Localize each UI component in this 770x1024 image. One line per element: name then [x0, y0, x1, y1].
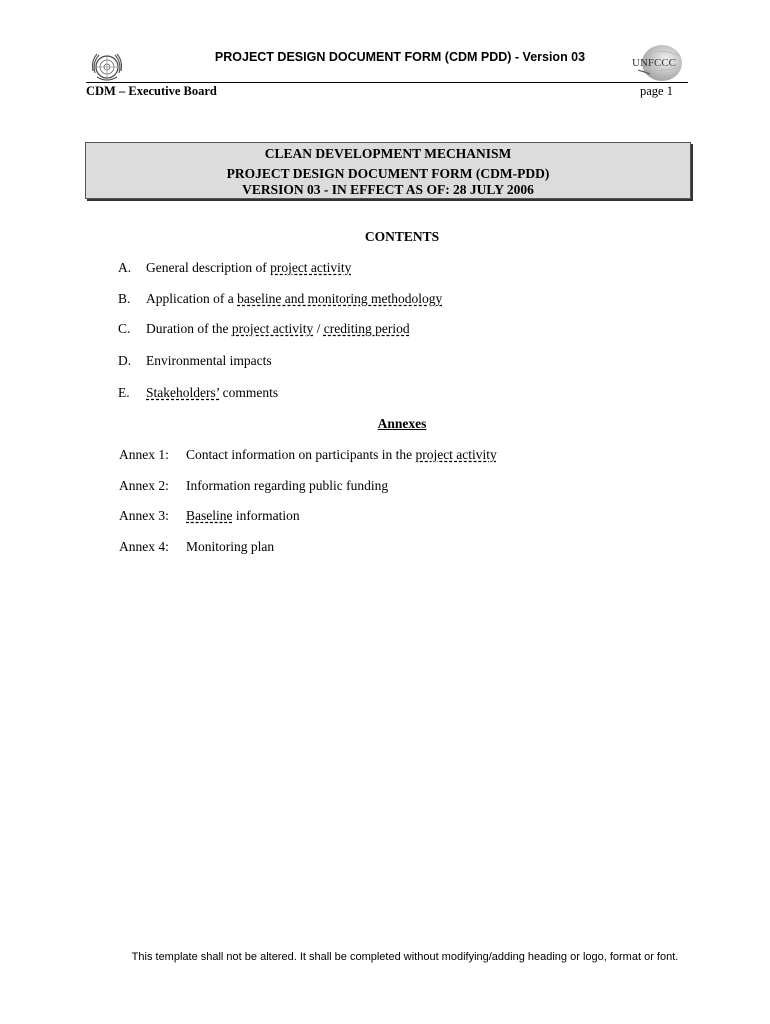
template-footer-note: This template shall not be altered. It shall be completed without modifying/adding heading or logo, format or font. — [131, 951, 679, 963]
executive-board-label: CDM – Executive Board — [86, 84, 217, 98]
title-box — [85, 142, 691, 199]
contents-heading: CONTENTS — [364, 229, 440, 244]
toc-item-d: D. Environmental impacts — [118, 353, 272, 368]
svg-text:UNFCCC: UNFCCC — [632, 57, 677, 69]
toc-link[interactable]: Stakeholders’ — [146, 385, 220, 400]
annex-item-4: Annex 4: Monitoring plan — [119, 539, 275, 554]
annexes-heading: Annexes — [377, 416, 427, 431]
annex-link[interactable]: project activity — [415, 447, 497, 462]
header-divider — [86, 82, 688, 83]
title-line-form: PROJECT DESIGN DOCUMENT FORM (CDM-PDD) — [226, 166, 550, 181]
unfccc-globe-icon — [628, 44, 684, 84]
page-number: page 1 — [640, 84, 673, 98]
toc-item-c: C. Duration of the project activity / crediting period — [118, 321, 410, 336]
title-line-mechanism: CLEAN DEVELOPMENT MECHANISM — [264, 146, 512, 161]
annex-link[interactable]: Baseline — [186, 508, 233, 523]
annex-item-2: Annex 2: Information regarding public funding — [119, 478, 389, 493]
toc-link[interactable]: project activity — [231, 321, 314, 336]
toc-item-e: E. Stakeholders’ comments — [118, 385, 279, 400]
toc-link[interactable]: project activity — [270, 260, 352, 275]
un-emblem-icon — [89, 49, 125, 85]
toc-link[interactable]: baseline and monitoring methodology — [237, 291, 443, 306]
toc-link[interactable]: crediting period — [323, 321, 410, 336]
document-header-title: PROJECT DESIGN DOCUMENT FORM (CDM PDD) - Version 03 — [214, 50, 586, 64]
toc-item-b: B. Application of a baseline and monitoring methodology — [118, 291, 443, 306]
toc-item-a: A. General description of project activity — [118, 260, 352, 275]
annex-item-1: Annex 1: Contact information on participants in the project activity — [119, 447, 497, 462]
annex-item-3: Annex 3: Baseline information — [119, 508, 300, 523]
title-line-version: VERSION 03 - IN EFFECT AS OF: 28 JULY 2006 — [242, 182, 534, 197]
